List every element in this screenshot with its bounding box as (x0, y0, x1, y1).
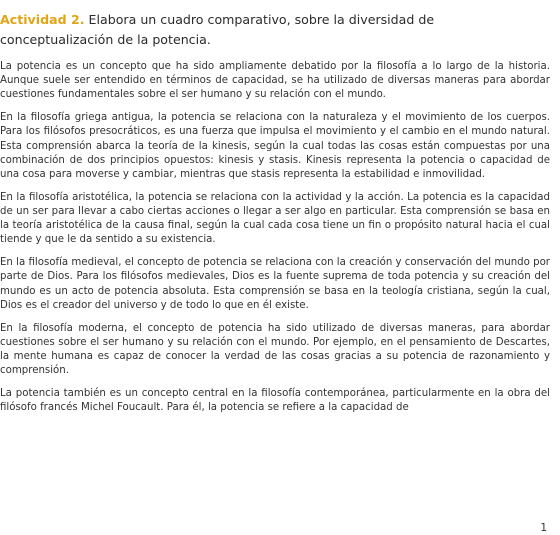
activity-text: Elabora un cuadro comparativo, sobre la diversidad de conceptualización de la potencia. (0, 12, 435, 47)
paragraph-contemporary-philosophy: La potencia también es un concepto central en la filosofía contemporánea, particularmente en la obra del filósofo francés Michel Foucault. Para él, la potencia se refiere a la capacidad de (0, 388, 550, 414)
paragraph-intro: La potencia es un concepto que ha sido ampliamente debatido por la filosofía a lo largo de la historia. Aunque suele ser entendido en términos de capacidad, se ha utilizado de diversas maneras para abordar cuestiones fundamentales sobre el ser humano y su relación con el mundo. (0, 61, 550, 101)
paragraph-greek-philosophy: En la filosofía griega antigua, la potencia se relaciona con la naturaleza y el movimiento de los cuerpos. Para los filósofos presocráticos, es una fuerza que impulsa el movimiento y el cambio en el mundo natural. Esta comprensión abarca la teoría de la kinesis, según la cual todas las cosas están compuestas por una combinación de dos principios opuestos: kinesis y stasis. Kinesis representa la potencia o capacidad de una cosa para moverse y cambiar, mientras que stasis representa la estabilidad e inmovilidad. (0, 112, 550, 181)
paragraph-modern-philosophy: En la filosofía moderna, el concepto de potencia ha sido utilizado de diversas maneras, para abordar cuestiones sobre el ser humano y su relación con el mundo. Por ejemplo, en el pensamiento de Descartes, la mente humana es capaz de conocer la verdad de las cosas gracias a su potencia de razonamiento y comprensión. (0, 322, 550, 377)
page-number: 1 (540, 522, 547, 534)
activity-label: Actividad 2. (0, 12, 85, 27)
paragraph-aristotelian-philosophy: En la filosofía aristotélica, la potencia se relaciona con la actividad y la acción. La potencia es la capacidad de un ser para llevar a cabo ciertas acciones o llegar a ser algo en particular. Esta comprensión se basa en la teoría aristotélica de la causa final, según la cual cada cosa tiene un fin o propósito natural hacia el cual tiende y que le da sentido a su existencia. (0, 191, 550, 246)
paragraph-medieval-philosophy: En la filosofía medieval, el concepto de potencia se relaciona con la creación y conservación del mundo por parte de Dios. Para los filósofos medievales, Dios es la fuente suprema de toda potencia y su creación del mundo es un acto de potencia absoluta. Esta comprensión se basa en la teología cristiana, según la cual, Dios es el creador del universo y de todo lo que en él existe. (0, 257, 550, 311)
activity-heading (0, 10, 550, 50)
